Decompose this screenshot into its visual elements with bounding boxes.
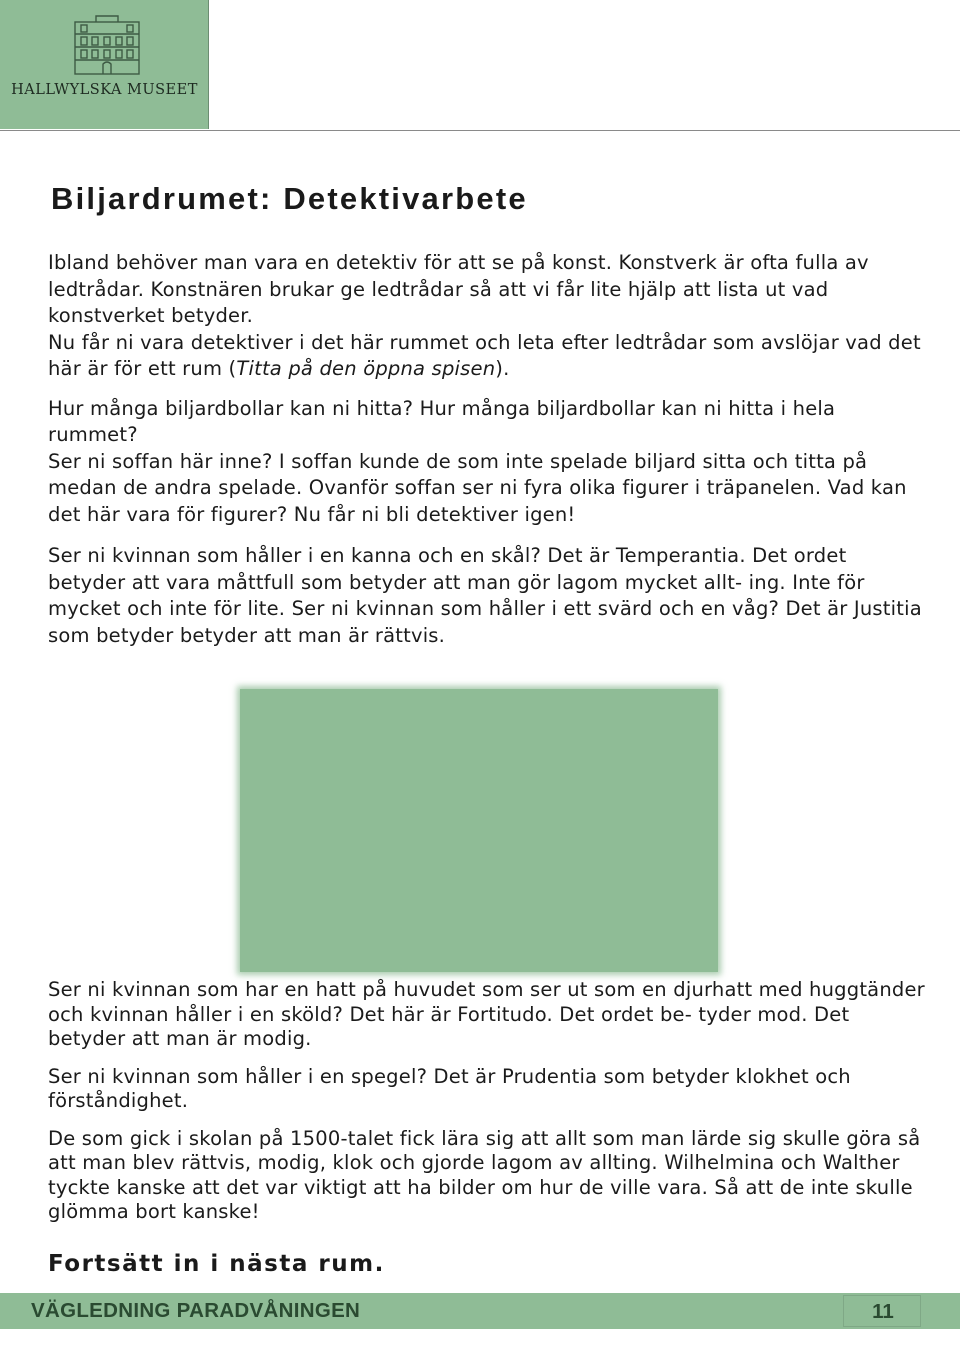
lower-content	[48, 978, 928, 1225]
header-bar	[0, 0, 960, 131]
prudentia-paragraph: Ser ni kvinnan som håller i en spegel? Det är Prudentia som betyder klokhet och förståndighet.	[48, 1064, 851, 1112]
sofa-paragraph: Ser ni soffan här inne? I soffan kunde de som inte spelade biljard sitta och titta på medan de andra spelade. Ovanför soffan ser ni fyra olika figurer i träpanelen. Vad kan det här vara för figurer? Nu får ni bli detektiver igen!	[48, 449, 907, 526]
detective-hint: Titta på den öppna spisen	[236, 357, 496, 380]
detective-text: Nu får ni vara detektiver i det här rummet och leta efter ledtrådar som avslöjar vad det här är för ett rum (	[48, 330, 921, 380]
fortitudo-paragraph: Ser ni kvinnan som har en hatt på huvudet som ser ut som en djurhatt med huggtänder och kvinnan håller i en sköld? Det här är Fortitudo. Det ordet be- tyder mod. Det betyder att man är modig.	[48, 978, 925, 1050]
panel-image	[240, 689, 718, 972]
virtues-paragraph: De som gick i skolan på 1500-talet fick lära sig att allt som man lärde sig skulle göra så att man blev rättvis, modig, klok och gjorde lagom av allting. Wilhelmina och Walther tyckte kanske att det var viktigt att ha bilder om hur de ville vara. Så att de inte skulle glömma bort kanske!	[48, 1126, 921, 1223]
footer-bar	[0, 1293, 960, 1329]
page-number-box	[843, 1295, 921, 1327]
intro-paragraph: Ibland behöver man vara en detektiv för att se på konst. Konstverk är ofta fulla av ledtrådar. Konstnären brukar ge ledtrådar så att vi får lite hjälp att lista ut vad konstverket betyder.	[48, 251, 869, 327]
billiard-balls-paragraph: Hur många biljardbollar kan ni hitta? Hur många biljardbollar kan ni hitta i hela rummet?	[48, 396, 836, 446]
logo-text: HALLWYLSKA MUSEET	[11, 82, 198, 98]
footer-title: VÄGLEDNING PARADVÅNINGEN	[31, 1299, 361, 1322]
detective-paragraph	[48, 330, 928, 383]
page-title: Biljardrumet: Detektivarbete	[51, 181, 528, 216]
main-content	[48, 250, 928, 649]
detective-text-end: ).	[495, 357, 510, 380]
museum-building-icon	[72, 14, 142, 76]
temperantia-paragraph: Ser ni kvinnan som håller i en kanna och en skål? Det är Temperantia. Det ordet betyder att vara måttfull som betyder att man gör lagom mycket allt- ing. Inte för mycket och inte för lite. Ser ni kvinnan som håller i ett svärd och en våg? Det är Justitia som betyder betyder att man är rättvis.	[48, 544, 922, 647]
continue-heading: Fortsätt in i nästa rum.	[48, 1251, 385, 1277]
museum-logo	[0, 0, 209, 129]
page-number: 11	[872, 1300, 894, 1323]
